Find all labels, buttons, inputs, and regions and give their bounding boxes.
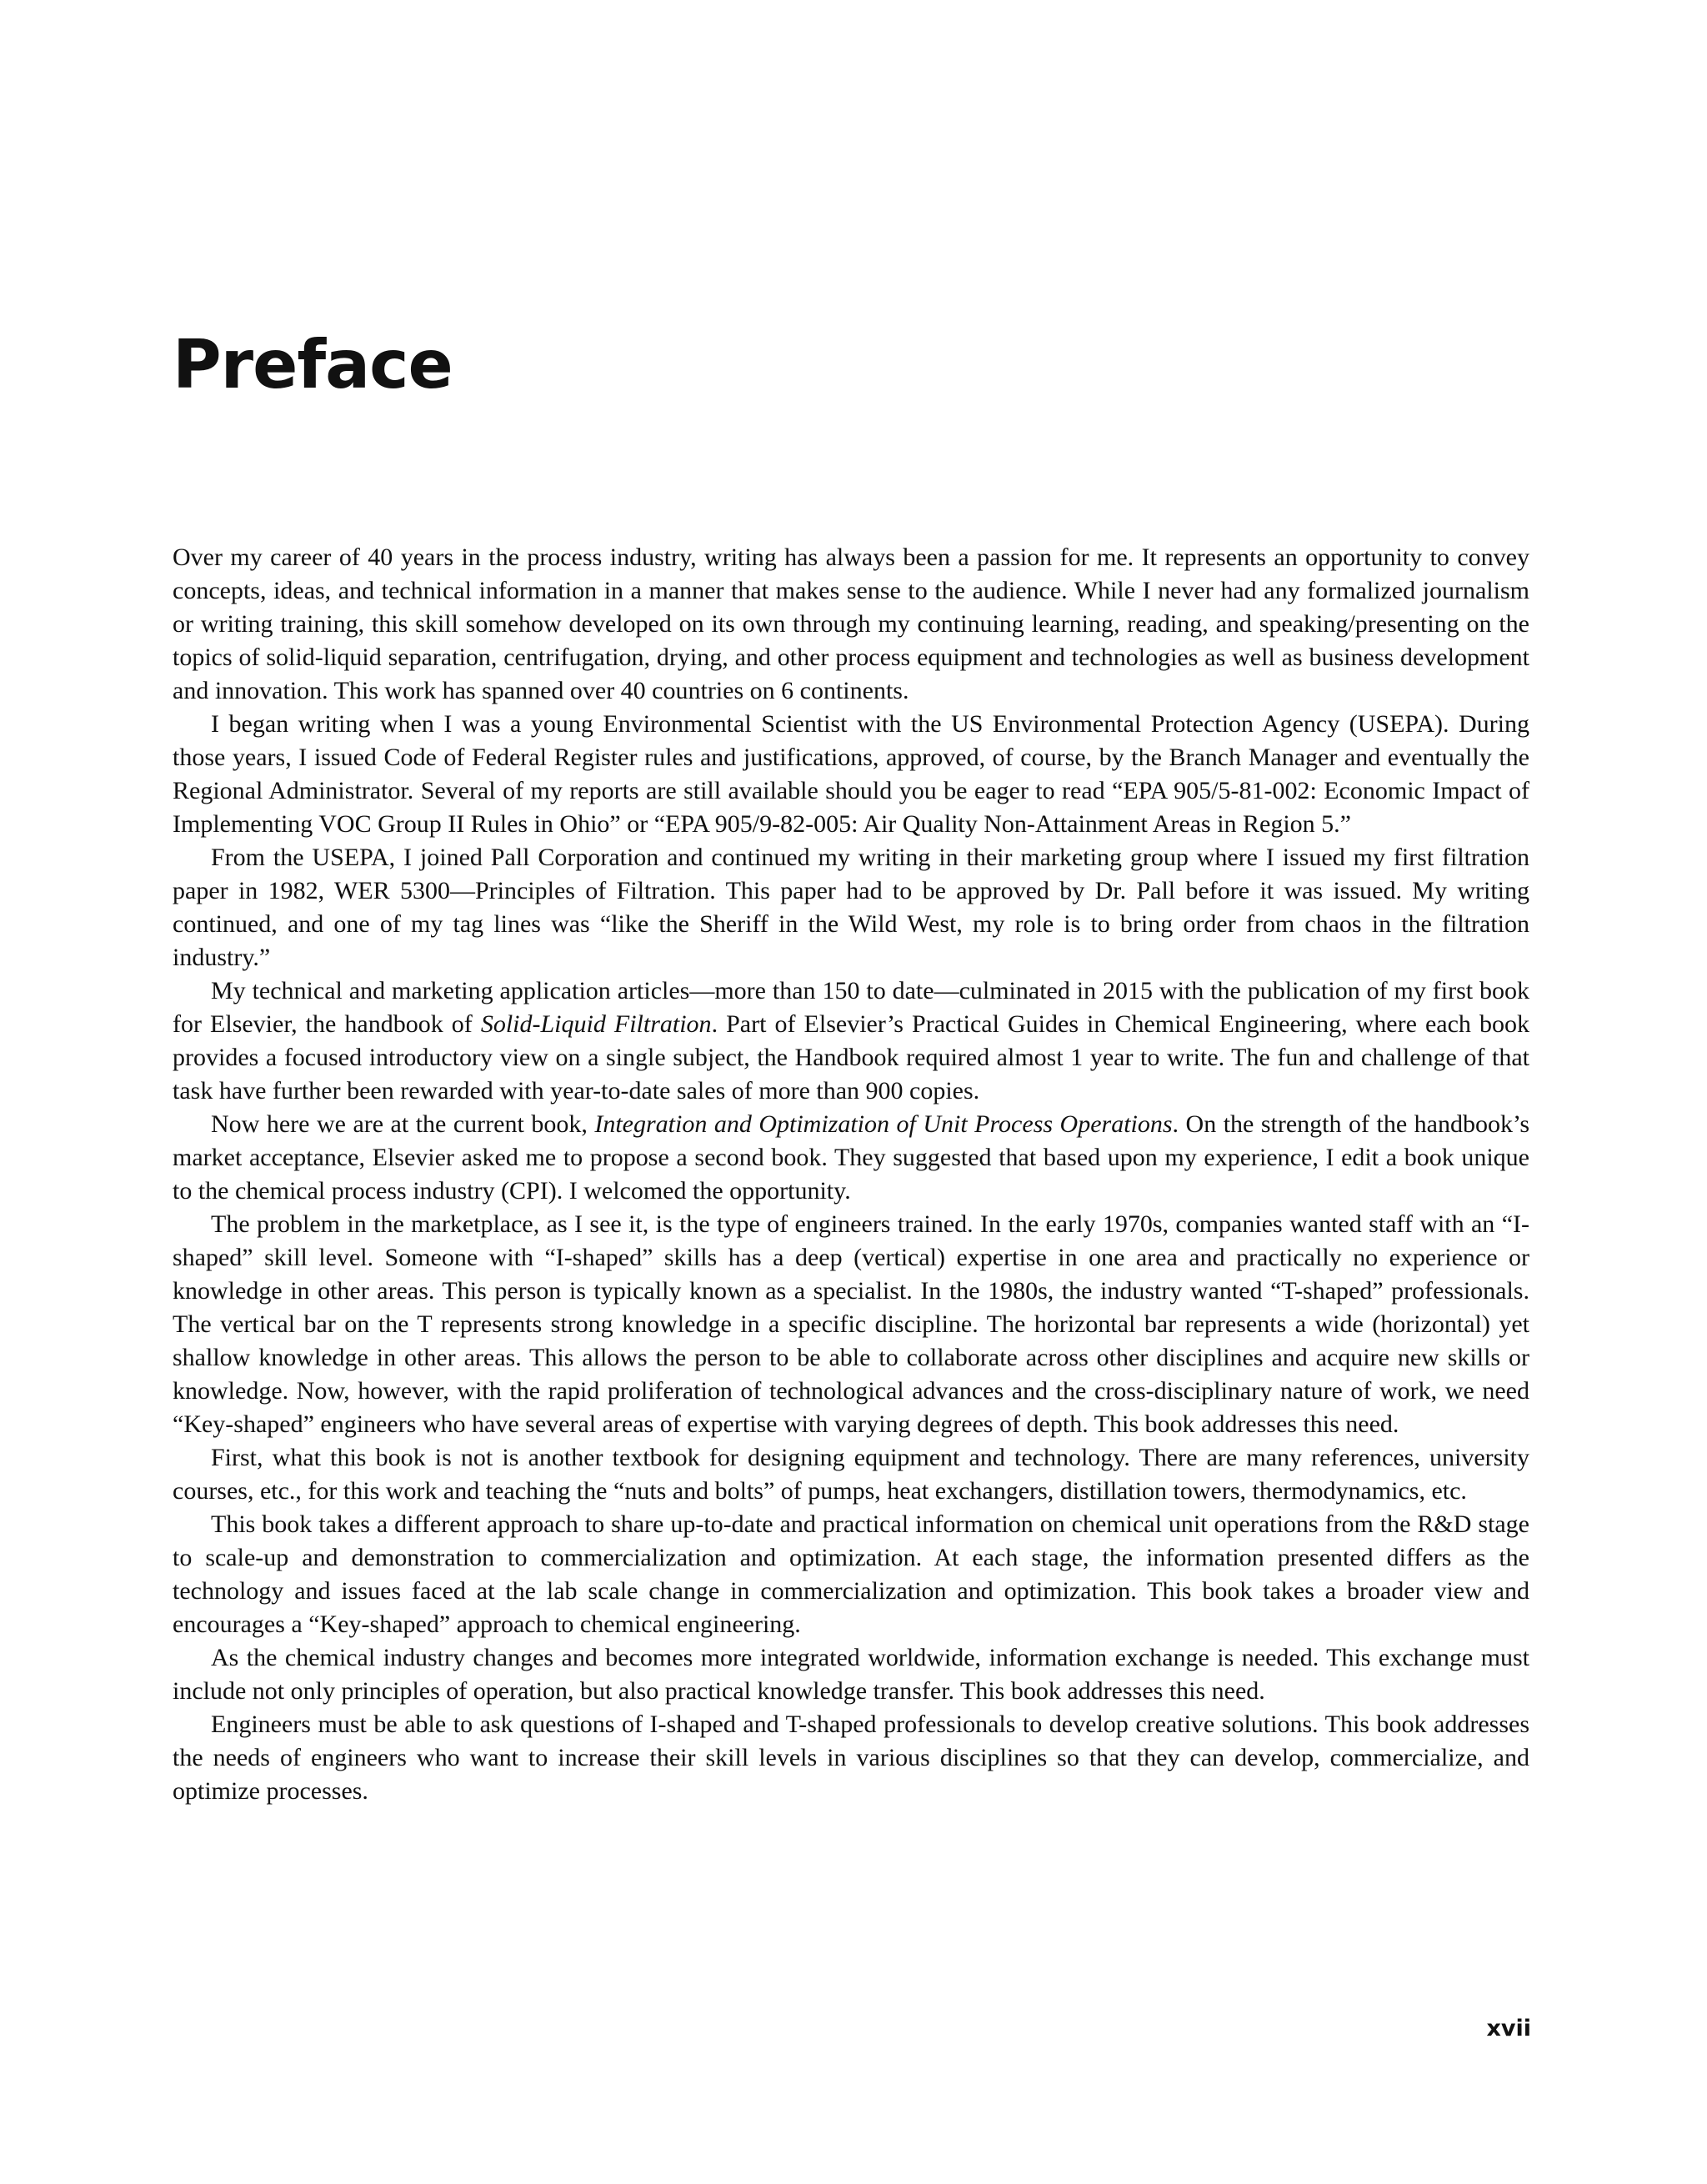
- page-title: Preface: [173, 326, 453, 403]
- book-title-solid-liquid-filtration: Solid-Liquid Filtration: [480, 1010, 712, 1038]
- preface-body: [173, 541, 1529, 1808]
- paragraph-2: I began writing when I was a young Environmental Scientist with the US Environmental Protection Agency (USEPA). During those years, I issued Code of Federal Register rules and justifications, approved, of course, by the Branch Manager and eventually the Regional Administrator. Several of my reports are still available should you be eager to read “EPA 905/5-81-002: Economic Impact of Implementing VOC Group II Rules in Ohio” or “EPA 905/9-82-005: Air Quality Non-Attainment Areas in Region 5.”: [173, 710, 1529, 838]
- paragraph-4-text-after: . Part of Elsevier’s Practical Guides in Chemical Engineering, where each book provides a focused introductory view on a single subject, the Handbook required almost 1 year to write. The fun and challenge of that task have further been rewarded with year-to-date sales of more than 900 copies.: [173, 1010, 1529, 1105]
- paragraph-7: First, what this book is not is another textbook for designing equipment and technology. There are many references, university courses, etc., for this work and teaching the “nuts and bolts” of pumps, heat exchangers, distillation towers, thermodynamics, etc.: [173, 1444, 1529, 1505]
- paragraph-5-text-after: . On the strength of the handbook’s market acceptance, Elsevier asked me to propose a second book. They suggested that based upon my experience, I edit a book unique to the chemical process industry (CPI). I welcomed the opportunity.: [173, 1110, 1529, 1205]
- book-title-integration-optimization: Integration and Optimization of Unit Process Operations: [594, 1110, 1173, 1138]
- paragraph-8: This book takes a different approach to share up-to-date and practical information on chemical unit operations from the R&D stage to scale-up and demonstration to commercialization and optimization. At each stage, the information presented differs as the technology and issues faced at the lab scale change in commercialization and optimization. This book takes a broader view and encourages a “Key-shaped” approach to chemical engineering.: [173, 1510, 1529, 1638]
- paragraph-5-text-before: Now here we are at the current book,: [211, 1110, 595, 1138]
- paragraph-4-text-before: My technical and marketing application articles—more than 150 to date—culminated in 2015 with the publication of my first book for Elsevier, the handbook of: [173, 977, 1529, 1038]
- paragraph-1: Over my career of 40 years in the process industry, writing has always been a passion for me. It represents an opportunity to convey concepts, ideas, and technical information in a manner that makes sense to the audience. While I never had any formalized journalism or writing training, this skill somehow developed on its own through my continuing learning, reading, and speaking/presenting on the topics of solid-liquid separation, centrifugation, drying, and other process equipment and technologies as well as business development and innovation. This work has spanned over 40 countries on 6 continents.: [173, 543, 1529, 704]
- paragraph-6: The problem in the marketplace, as I see it, is the type of engineers trained. In the early 1970s, companies wanted staff with an “I-shaped” skill level. Someone with “I-shaped” skills has a deep (vertical) expertise in one area and practically no experience or knowledge in other areas. This person is typically known as a specialist. In the 1980s, the industry wanted “T-shaped” professionals. The vertical bar on the T represents strong knowledge in a specific discipline. The horizontal bar represents a wide (horizontal) yet shallow knowledge in other areas. This allows the person to be able to collaborate across other disciplines and acquire new skills or knowledge. Now, however, with the rapid proliferation of technological advances and the cross-disciplinary nature of work, we need “Key-shaped” engineers who have several areas of expertise with varying degrees of depth. This book addresses this need.: [173, 1210, 1529, 1438]
- paragraph-9: As the chemical industry changes and becomes more integrated worldwide, information exchange is needed. This exchange must include not only principles of operation, but also practical knowledge transfer. This book addresses this need.: [173, 1644, 1529, 1705]
- paragraph-4: [173, 974, 1529, 1108]
- paragraph-3: From the USEPA, I joined Pall Corporation and continued my writing in their marketing group where I issued my first filtration paper in 1982, WER 5300—Principles of Filtration. This paper had to be approved by Dr. Pall before it was issued. My writing continued, and one of my tag lines was “like the Sheriff in the Wild West, my role is to bring order from chaos in the filtration industry.”: [173, 844, 1529, 971]
- page-number: xvii: [1486, 2016, 1531, 2041]
- paragraph-10: Engineers must be able to ask questions of I-shaped and T-shaped professionals to develop creative solutions. This book addresses the needs of engineers who want to increase their skill levels in various disciplines so that they can develop, commercialize, and optimize processes.: [173, 1711, 1529, 1805]
- paragraph-5: [173, 1108, 1529, 1208]
